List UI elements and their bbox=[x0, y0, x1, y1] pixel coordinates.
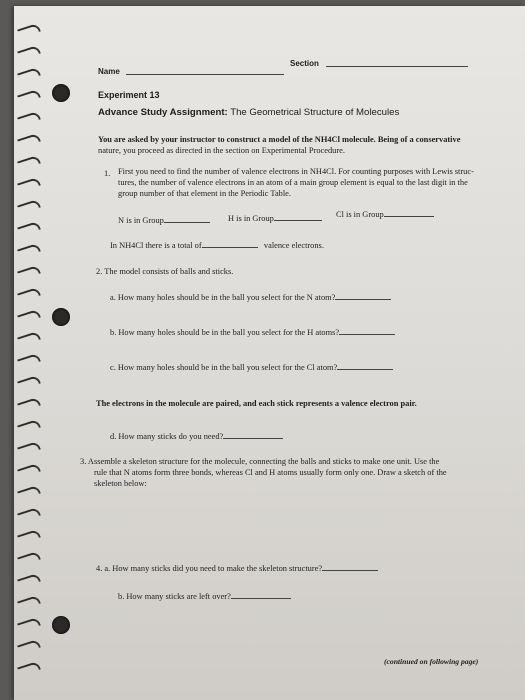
punch-hole-top bbox=[52, 84, 70, 102]
cl-group-answer[interactable] bbox=[384, 208, 434, 217]
punch-hole-middle bbox=[52, 308, 70, 326]
q2-b-answer[interactable] bbox=[339, 326, 395, 335]
q1-h-group: H is in Group bbox=[228, 212, 322, 224]
name-field[interactable] bbox=[126, 74, 284, 75]
q4-a-answer[interactable] bbox=[322, 562, 378, 571]
intro-line-2: nature, you proceed as directed in the section on Experimental Procedure. bbox=[98, 146, 345, 155]
h-group-answer[interactable] bbox=[274, 212, 322, 221]
experiment-number: Experiment 13 bbox=[98, 90, 160, 100]
q3-line-1: 3. Assemble a skeleton structure for the molecule, connecting the balls and sticks to make one unit. Use the bbox=[80, 457, 440, 466]
q4-a: 4. a. How many sticks did you need to make the skeleton structure? bbox=[96, 562, 378, 574]
q1-number: 1. bbox=[104, 169, 111, 178]
q1-line-3: group number of that element in the Periodic Table. bbox=[118, 189, 291, 198]
q1-n-group: N is in Group bbox=[118, 214, 210, 226]
q2-b: b. How many holes should be in the ball you select for the H atoms? bbox=[110, 326, 395, 338]
q4-b-answer[interactable] bbox=[231, 590, 291, 599]
intro-line-1: You are asked by your instructor to construct a model of the NH4Cl molecule. Being of a conservative bbox=[98, 135, 461, 144]
q2-note: The electrons in the molecule are paired, and each stick represents a valence electron pair. bbox=[96, 399, 417, 408]
q2-c-answer[interactable] bbox=[337, 361, 393, 370]
q1-line-1: First you need to find the number of valence electrons in NH4Cl. For counting purposes with Lewis struc- bbox=[118, 167, 474, 176]
punch-hole-bottom bbox=[52, 616, 70, 634]
worksheet-page bbox=[14, 6, 525, 700]
section-label: Section bbox=[290, 59, 319, 68]
q2-d: d. How many sticks do you need? bbox=[110, 430, 283, 442]
q4-b: b. How many sticks are left over? bbox=[118, 590, 291, 602]
q1-total: In NH4Cl there is a total of valence electrons. bbox=[110, 241, 324, 250]
name-label: Name bbox=[98, 67, 120, 76]
section-field[interactable] bbox=[326, 66, 468, 67]
q3-sketch-area[interactable] bbox=[94, 494, 494, 554]
assignment-title: Advance Study Assignment: The Geometrical Structure of Molecules bbox=[98, 107, 400, 118]
q1-cl-group: Cl is in Group bbox=[336, 208, 434, 220]
total-electrons-answer[interactable] bbox=[202, 239, 258, 248]
q1-line-2: tures, the number of valence electrons in an atom of a main group element is equal to the last digit in the bbox=[118, 178, 468, 187]
q2-c: c. How many holes should be in the ball you select for the Cl atom? bbox=[110, 361, 393, 373]
q2-a-answer[interactable] bbox=[335, 291, 391, 300]
q3-line-2: rule that N atoms form three bonds, whereas Cl and H atoms usually form only one. Draw a sketch of the bbox=[94, 468, 447, 477]
n-group-answer[interactable] bbox=[164, 214, 210, 223]
q2-intro: 2. The model consists of balls and sticks. bbox=[96, 267, 234, 276]
q3-line-3: skeleton below: bbox=[94, 479, 147, 488]
q2-d-answer[interactable] bbox=[223, 430, 283, 439]
continued-note: (continued on following page) bbox=[384, 657, 479, 666]
q2-a: a. How many holes should be in the ball you select for the N atom? bbox=[110, 291, 391, 303]
spiral-binding bbox=[14, 16, 44, 696]
